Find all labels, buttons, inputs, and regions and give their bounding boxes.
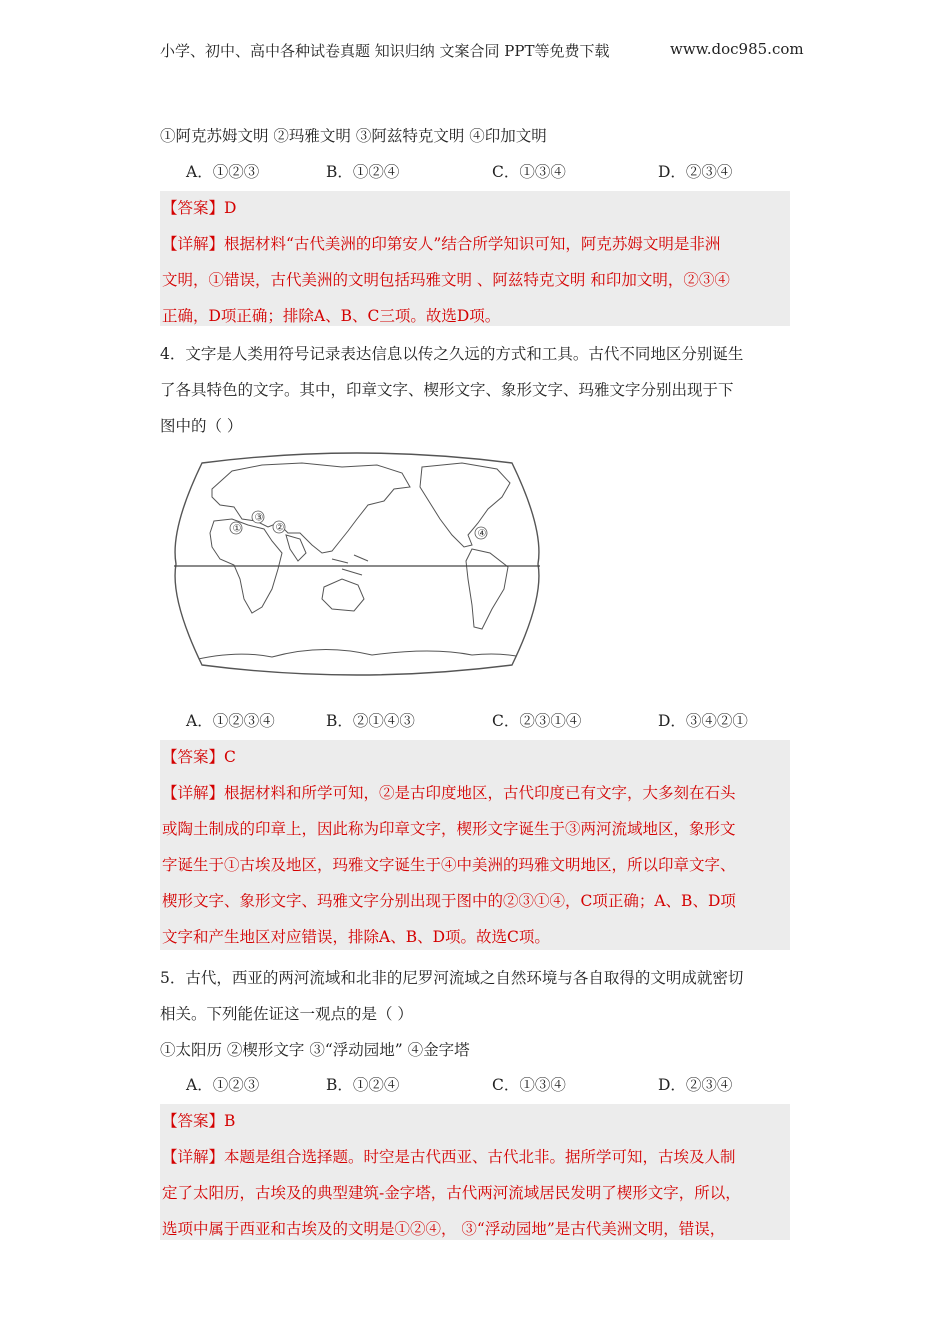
world-map	[172, 449, 542, 679]
q4-option-c[interactable]: C．②③①④	[492, 712, 582, 730]
map-frame	[175, 453, 539, 675]
q3-detail-line: 【详解】根据材料“古代美洲的印第安人”结合所学知识可知，阿克苏姆文明是非洲	[162, 235, 721, 253]
q3-items: ①阿克苏姆文明 ②玛雅文明 ③阿兹特克文明 ④印加文明	[160, 127, 547, 145]
q5-option-c[interactable]: C．①③④	[492, 1076, 566, 1094]
q4-answer: 【答案】C	[162, 748, 236, 766]
q3-detail-line: 正确，D项正确；排除A、B、C三项。故选D项。	[162, 307, 501, 325]
q3-detail-line: 文明，①错误，古代美洲的文明包括玛雅文明 、阿兹特克文明 和印加文明，②③④	[162, 271, 730, 289]
q5-option-b[interactable]: B．①②④	[326, 1076, 400, 1094]
page-header	[160, 40, 804, 61]
q5-answer: 【答案】B	[162, 1112, 236, 1130]
q3-option-b[interactable]: B．①②④	[326, 163, 400, 181]
q5-stem-line: 相关。下列能佐证这一观点的是（ ）	[160, 1005, 413, 1023]
marker-4-label: ④	[477, 528, 487, 540]
q3-answer-box	[160, 191, 790, 326]
q5-answer-box	[160, 1104, 790, 1240]
header-text: 小学、初中、高中各种试卷真题 知识归纳 文案合同 PPT等免费下载	[160, 42, 610, 60]
marker-1-label: ①	[232, 523, 242, 535]
q4-option-b[interactable]: B．②①④③	[326, 712, 415, 730]
marker-3-label: ③	[254, 512, 264, 524]
q3-option-c[interactable]: C．①③④	[492, 163, 566, 181]
q5-items: ①太阳历 ②楔形文字 ③“浮动园地” ④金字塔	[160, 1041, 470, 1059]
q5-stem-line: 5．古代，西亚的两河流域和北非的尼罗河流域之自然环境与各自取得的文明成就密切	[160, 969, 744, 987]
header-url[interactable]: www.doc985.com	[670, 40, 804, 58]
q4-stem-line: 了各具特色的文字。其中，印章文字、楔形文字、象形文字、玛雅文字分别出现于下	[160, 381, 734, 399]
q5-option-d[interactable]: D．②③④	[658, 1076, 733, 1094]
marker-2-label: ②	[275, 522, 285, 534]
q4-detail-line: 或陶土制成的印章上，因此称为印章文字，楔形文字诞生于③两河流域地区，象形文	[162, 820, 736, 838]
q4-answer-box	[160, 740, 790, 950]
q5-detail-line: 【详解】本题是组合选择题。时空是古代西亚、古代北非。据所学可知，古埃及人制	[162, 1148, 736, 1166]
q5-detail-line: 选项中属于西亚和古埃及的文明是①②④， ③“浮动园地”是古代美洲文明，错误，	[162, 1220, 726, 1238]
q3-option-a[interactable]: A．①②③	[186, 163, 260, 181]
q4-stem-line: 图中的（ ）	[160, 417, 243, 435]
q3-answer: 【答案】D	[162, 199, 237, 217]
q4-option-d[interactable]: D．③④②①	[658, 712, 748, 730]
q4-detail-line: 楔形文字、象形文字、玛雅文字分别出现于图中的②③①④，C项正确；A、B、D项	[162, 892, 736, 910]
q4-detail-line: 字诞生于①古埃及地区，玛雅文字诞生于④中美洲的玛雅文明地区，所以印章文字、	[162, 856, 736, 874]
q3-option-d[interactable]: D．②③④	[658, 163, 733, 181]
q4-stem-line: 4．文字是人类用符号记录表达信息以传之久远的方式和工具。古代不同地区分别诞生	[160, 345, 744, 363]
q4-detail-line: 【详解】根据材料和所学可知，②是古印度地区，古代印度已有文字，大多刻在石头	[162, 784, 736, 802]
q4-detail-line: 文字和产生地区对应错误，排除A、B、D项。故选C项。	[162, 928, 550, 946]
q5-option-a[interactable]: A．①②③	[186, 1076, 260, 1094]
q4-option-a[interactable]: A．①②③④	[186, 712, 275, 730]
q5-detail-line: 定了太阳历，古埃及的典型建筑-金字塔，古代两河流域居民发明了楔形文字，所以，	[162, 1184, 741, 1202]
